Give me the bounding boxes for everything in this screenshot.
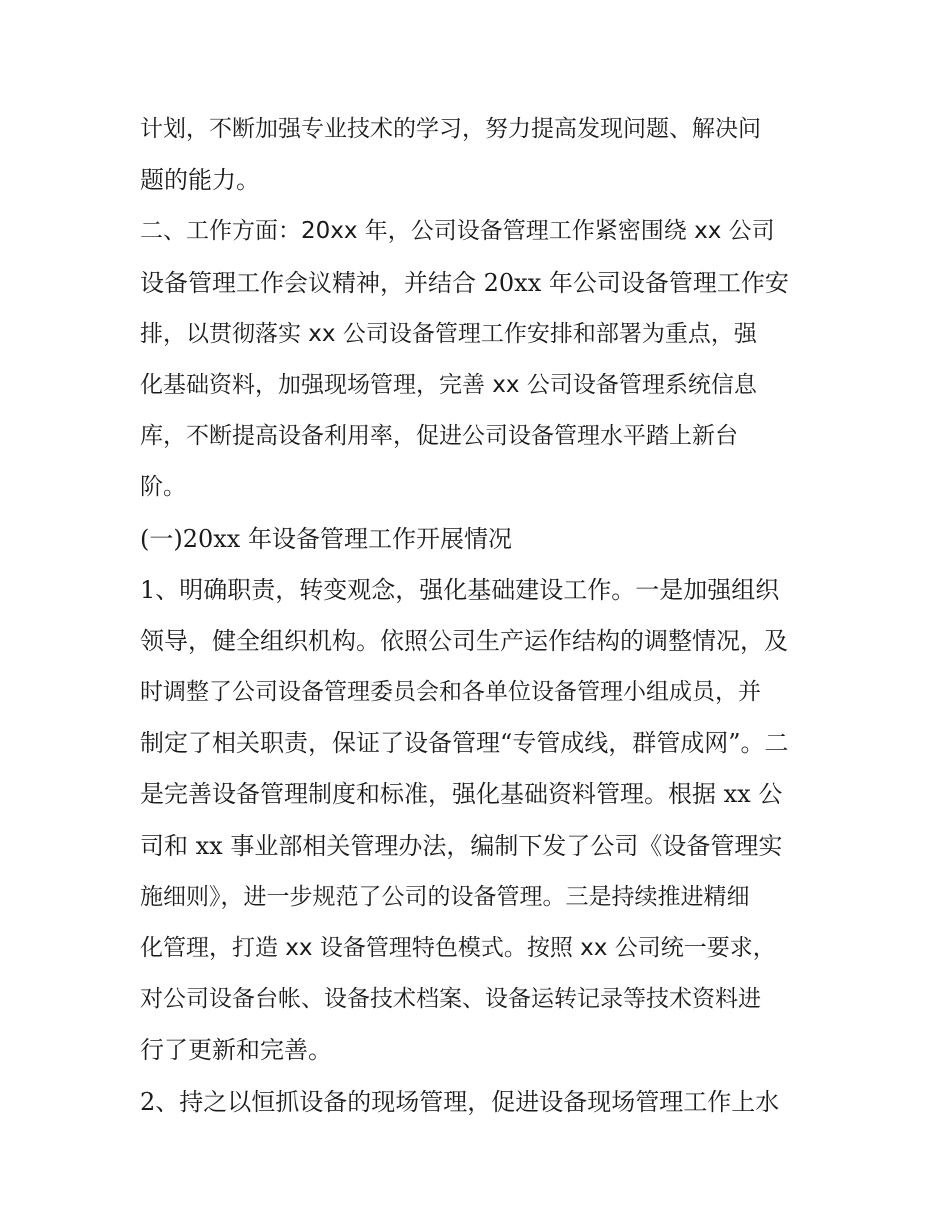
text-line: 领导，健全组织机构。依照公司生产运作结构的调整情况，及 [140, 626, 788, 655]
text-line: 对公司设备台帐、设备技术档案、设备运转记录等技术资料进 [140, 986, 761, 1013]
text-line: 排，以贯彻落实 xx 公司设备管理工作安排和部署为重点，强 [140, 320, 757, 347]
section-heading-line: 二、工作方面：20xx 年，公司设备管理工作紧密围绕 xx 公司 [140, 218, 775, 245]
text-line: 化基础资料，加强现场管理，完善 xx 公司设备管理系统信息 [140, 371, 757, 398]
text-line: 2、持之以恒抓设备的现场管理，促进设备现场管理工作上水 [140, 1087, 780, 1116]
text-line: 化管理，打造 xx 设备管理特色模式。按照 xx 公司统一要求， [140, 935, 776, 961]
text-line: 施细则》，进一步规范了公司的设备管理。三是持续推进精细 [140, 883, 750, 910]
text-line: 制定了相关职责，保证了设备管理“专管成线，群管成网”。二 [140, 729, 789, 758]
text-line: 题的能力。 [140, 166, 260, 195]
text-line: 1、明确职责，转变观念，强化基础建设工作。一是加强组织 [140, 575, 780, 604]
text-line: 计划，不断加强专业技术的学习，努力提高发现问题、解决问 [140, 116, 761, 142]
subsection-heading-line: (一)20xx 年设备管理工作开展情况 [140, 524, 512, 553]
text-line: 时调整了公司设备管理委员会和各单位设备管理小组成员，并 [140, 679, 761, 706]
text-line: 是完善设备管理制度和标准，强化基础资料管理。根据 xx 公 [140, 780, 783, 809]
document-body [140, 104, 820, 1128]
text-line: 司和 xx 事业部相关管理办法，编制下发了公司《设备管理实 [140, 831, 783, 860]
text-line: 库，不断提高设备利用率，促进公司设备管理水平踏上新台 [140, 423, 738, 450]
text-line: 阶。 [140, 474, 186, 501]
text-line: 设备管理工作会议精神，并结合 20xx 年公司设备管理工作安 [140, 268, 789, 297]
text-line: 行了更新和完善。 [140, 1036, 332, 1065]
